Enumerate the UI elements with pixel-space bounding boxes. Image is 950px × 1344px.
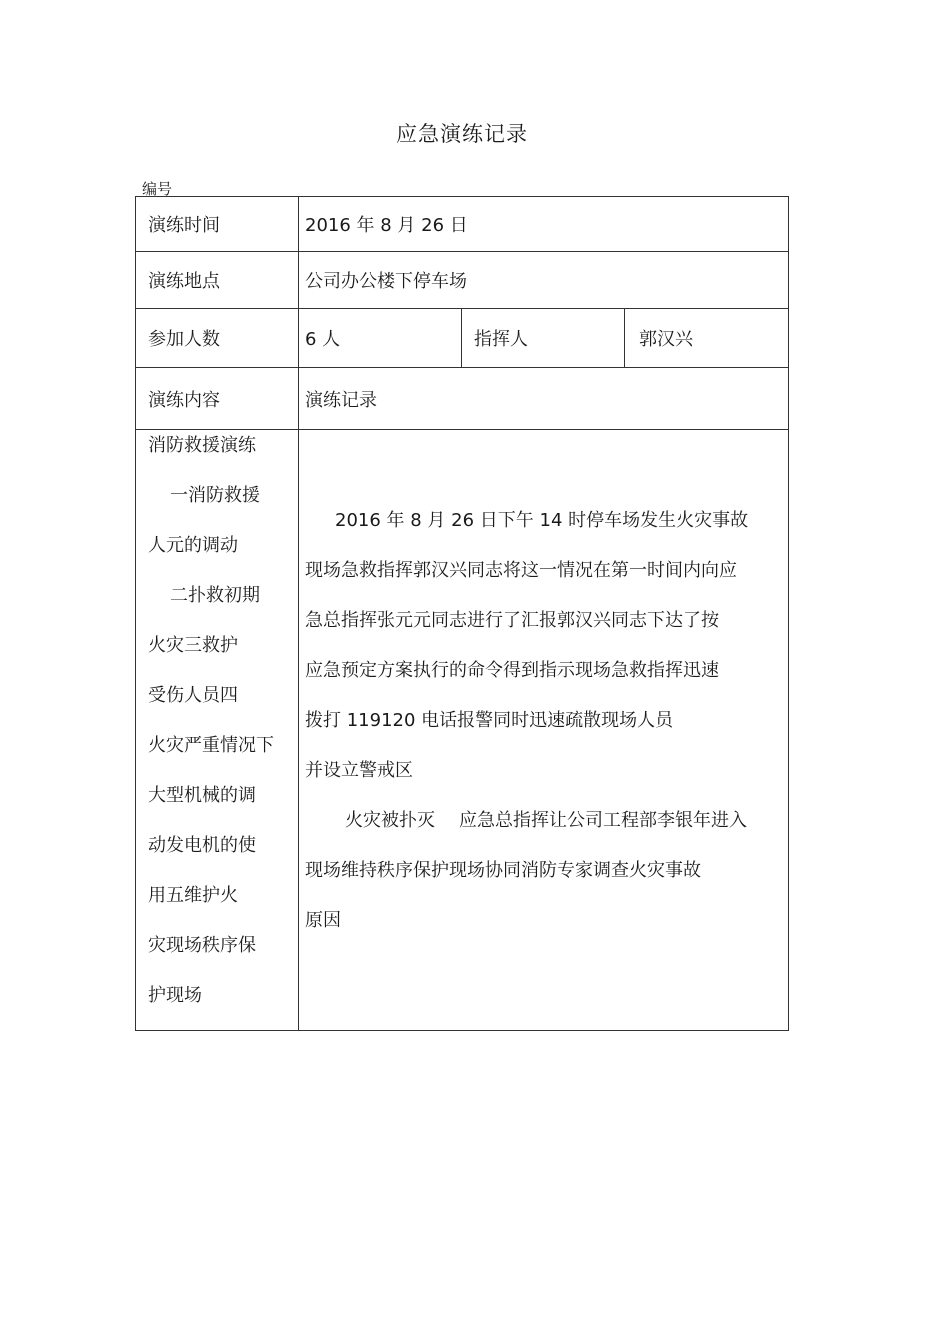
detail-left-line: 动发电机的使 — [148, 835, 256, 856]
label-commander: 指挥人 — [462, 309, 625, 368]
value-drill-content: 演练记录 — [299, 368, 789, 430]
detail-left-line: 二扑救初期 — [170, 585, 260, 606]
detail-left-cell — [136, 430, 299, 1031]
label-drill-content: 演练内容 — [136, 368, 299, 430]
detail-left-line: 一消防救援 — [170, 485, 260, 506]
detail-left-line: 受伤人员四 — [148, 685, 238, 706]
row-drill-time — [136, 197, 789, 252]
detail-left-line: 火灾三救护 — [148, 635, 238, 656]
detail-right-line: 2016 年 8 月 26 日下午 14 时停车场发生火灾事故 — [335, 510, 749, 531]
row-participants — [136, 309, 789, 368]
detail-right-line: 急总指挥张元元同志进行了汇报郭汉兴同志下达了按 — [305, 610, 719, 631]
detail-left-line: 护现场 — [148, 985, 202, 1006]
detail-left-line: 人元的调动 — [148, 535, 238, 556]
serial-number-label: 编号 — [142, 180, 173, 198]
detail-right-cell — [299, 430, 789, 1031]
detail-right-line: 应急预定方案执行的命令得到指示现场急救指挥迅速 — [305, 660, 719, 681]
detail-left-line: 消防救援演练 — [148, 435, 256, 456]
detail-right-line: 并设立警戒区 — [305, 760, 413, 781]
detail-left-line: 大型机械的调 — [148, 785, 256, 806]
detail-left-line: 火灾严重情况下 — [148, 735, 274, 756]
label-drill-place: 演练地点 — [136, 252, 299, 309]
row-drill-content — [136, 368, 789, 430]
detail-right-fragment: 火灾被扑灭 — [345, 810, 435, 831]
value-participants: 6 人 — [299, 309, 462, 368]
detail-right-line-combined — [305, 805, 788, 855]
value-commander: 郭汉兴 — [625, 309, 789, 368]
detail-right-fragment: 应急总指挥让公司工程部李银年进入 — [459, 810, 747, 831]
detail-right-line: 现场急救指挥郭汉兴同志将这一情况在第一时间内向应 — [305, 560, 737, 581]
detail-right-line: 原因 — [305, 910, 341, 931]
detail-left-line: 用五维护火 — [148, 885, 238, 906]
detail-right-line: 拨打 119120 电话报警同时迅速疏散现场人员 — [305, 710, 674, 731]
row-drill-detail — [136, 430, 789, 1031]
value-drill-place: 公司办公楼下停车场 — [299, 252, 789, 309]
page-title: 应急演练记录 — [396, 122, 528, 146]
label-drill-time: 演练时间 — [136, 197, 299, 252]
value-drill-time: 2016 年 8 月 26 日 — [299, 197, 789, 252]
label-participants: 参加人数 — [136, 309, 299, 368]
drill-record-table — [135, 196, 789, 1031]
row-drill-place — [136, 252, 789, 309]
detail-right-line: 现场维持秩序保护现场协同消防专家调查火灾事故 — [305, 860, 701, 881]
detail-left-line: 灾现场秩序保 — [148, 935, 256, 956]
